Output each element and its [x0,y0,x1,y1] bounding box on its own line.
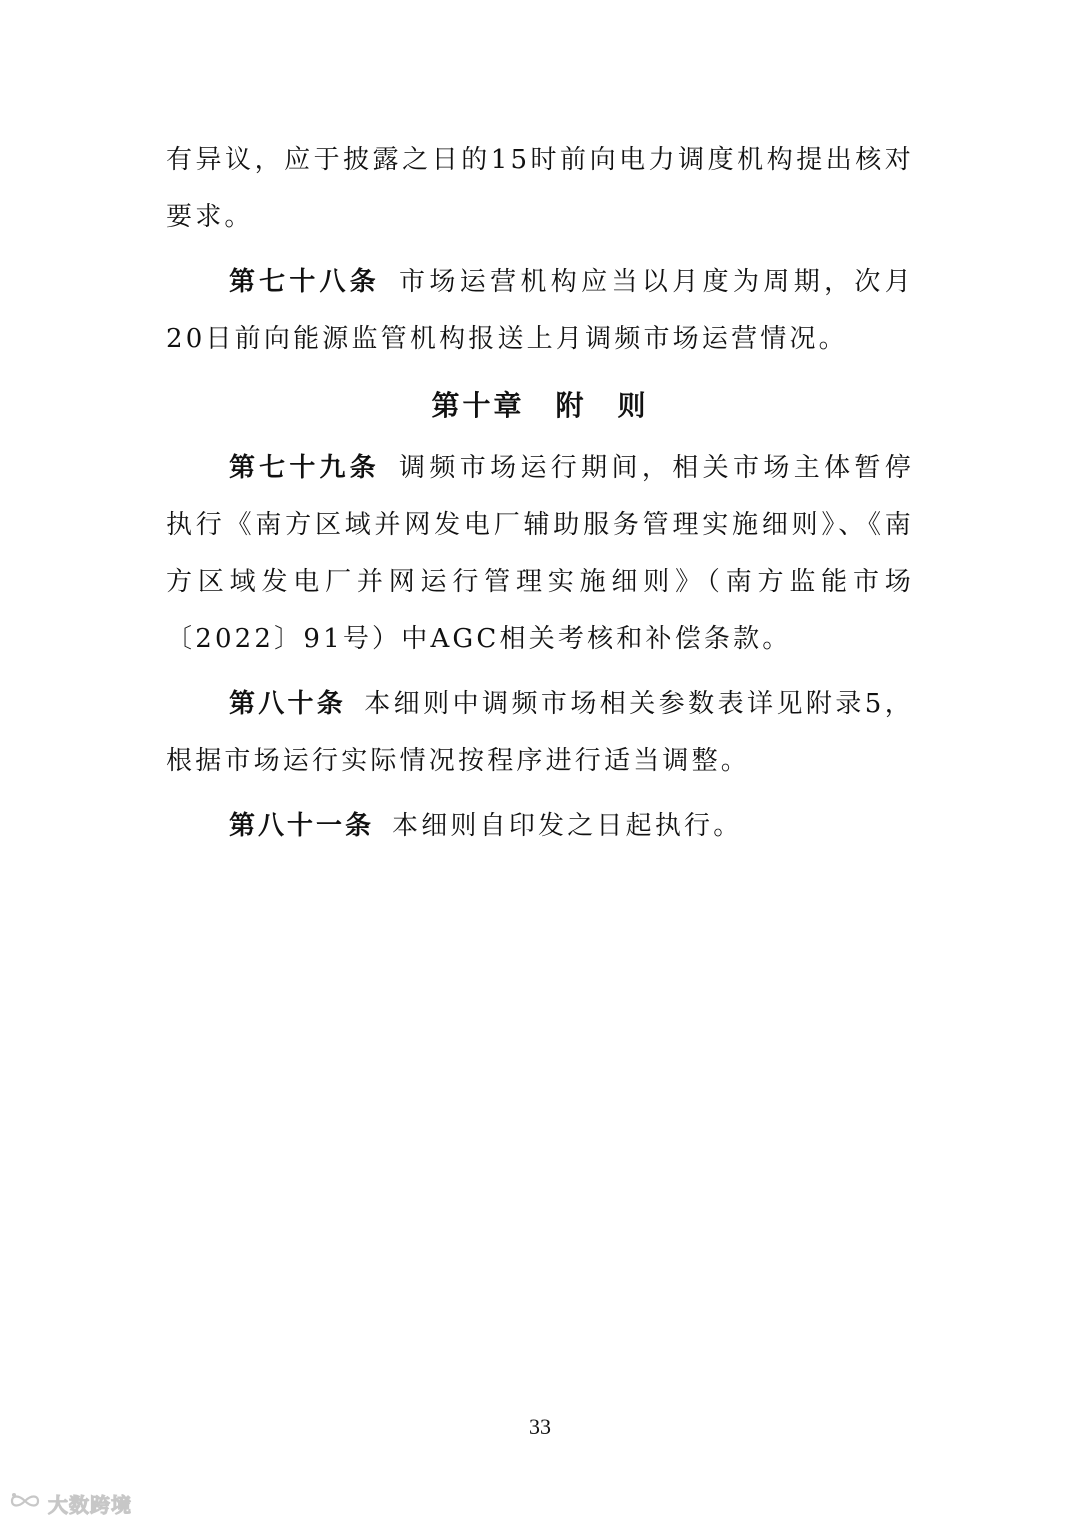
article-79-text: 调频市场运行期间，相关市场主体暂停执行《南方区域并网发电厂辅助服务管理实施细则》、《南方区域发电厂并网运行管理实施细则》（南方监能市场〔2022〕91号）中AGC相关考核和补偿条款。 [166,453,914,654]
article-81 [166,798,914,855]
article-80-number: 第八十条 [229,689,346,719]
article-78-text: 市场运营机构应当以月度为周期，次月20日前向能源监管机构报送上月调频市场运营情况。 [166,267,914,354]
document-body [166,132,914,855]
chapter-title: 第十章 附 则 [431,389,649,422]
article-79-number: 第七十九条 [229,453,380,483]
article-78 [166,254,914,368]
page-number: 33 [529,1414,551,1439]
article-78-number: 第七十八条 [229,267,380,297]
article-81-text: 本细则自印发之日起执行。 [392,811,743,841]
watermark-text: 大数跨境 [48,1492,132,1517]
watermark [8,1488,132,1518]
infinity-logo-icon [8,1490,42,1516]
article-79 [166,440,914,668]
article-80 [166,676,914,790]
article-80-text: 本细则中调频市场相关参数表详见附录5，根据市场运行实际情况按程序进行适当调整。 [166,689,914,776]
paragraph-continuation: 有异议，应于披露之日的15时前向电力调度机构提出核对要求。 [166,145,914,232]
article-81-number: 第八十一条 [229,811,375,841]
